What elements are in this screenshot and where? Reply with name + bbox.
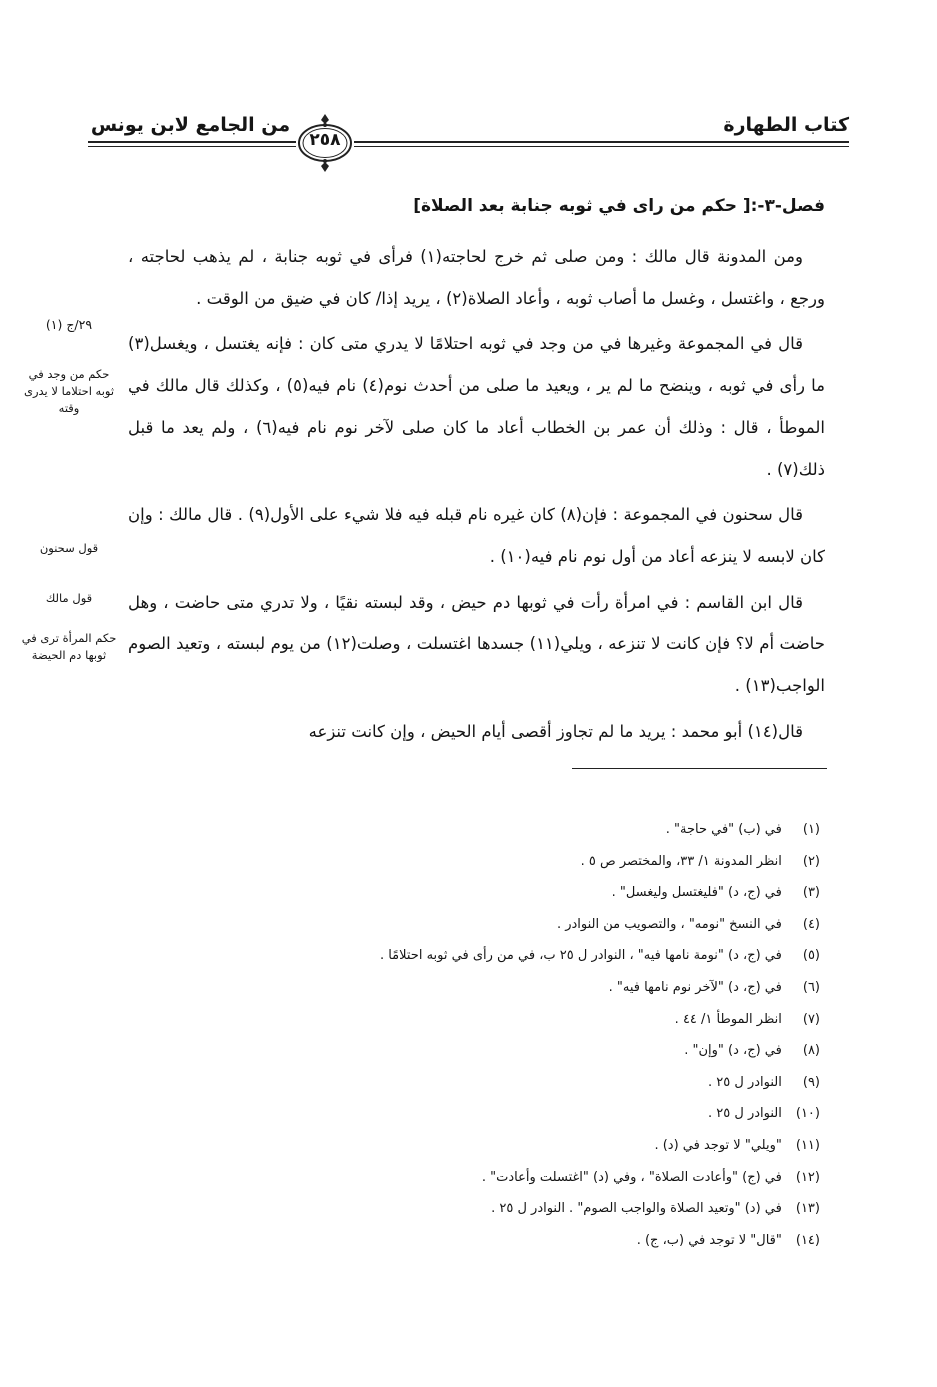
footnote-item bbox=[220, 909, 820, 941]
section-heading: فصل-٣-:[ حكم من راى في ثوبه جنابة بعد الصلاة] bbox=[413, 196, 825, 216]
margin-note-menstrual-blood: حكم المرأة ترى في ثوبها دم الحيضة bbox=[21, 631, 117, 662]
header-rule-right-top bbox=[354, 141, 849, 143]
footnote-text: النوادر ل ٢٥ . bbox=[708, 1074, 782, 1090]
footnote-number: (٣) bbox=[802, 885, 820, 901]
footnote-number: (١) bbox=[802, 822, 820, 837]
footnote-text: انظر الموطأ ١/ ٤٤ . bbox=[674, 1011, 782, 1027]
footnote-item bbox=[220, 1193, 820, 1225]
footnote-item bbox=[220, 846, 820, 878]
footnote-item bbox=[220, 1035, 820, 1067]
footnote-text: النوادر ل ٢٥ . bbox=[708, 1106, 782, 1122]
footnote-text: "ويلي" لا توجد في (د) . bbox=[654, 1137, 782, 1153]
margin-note-sahnun: قول سحنون bbox=[39, 541, 99, 555]
footnote-item bbox=[220, 940, 820, 972]
footnote-item bbox=[220, 1225, 820, 1257]
header-rule-left-bottom bbox=[88, 146, 296, 147]
footnote-number: (١٤) bbox=[795, 1232, 820, 1248]
footnote-number: (٤) bbox=[802, 916, 820, 932]
running-header-chapter-title: كتاب الطهارة bbox=[723, 114, 849, 136]
footnote-number: (١٢) bbox=[795, 1169, 820, 1185]
footnote-number: (٦) bbox=[802, 979, 820, 995]
footnote-text: في (ج، د) "نومة نامها فيه" ، النوادر ل ٢٥ ب، في من رأى في ثوبه احتلامًا . bbox=[379, 948, 782, 964]
footnote-text: في النسخ "نومه" ، والتصويب من النوادر . bbox=[556, 916, 782, 932]
footnotes-list bbox=[220, 814, 820, 1256]
paragraph: قال(١٤) أبو محمد : يريد ما لم تجاوز أقصى أيام الحيض ، وإن كانت تنزعه bbox=[308, 721, 803, 741]
footnote-number: (٧) bbox=[802, 1011, 820, 1027]
footnote-text: في (ب) "في حاجة" . bbox=[665, 822, 782, 837]
header-rule-right-bottom bbox=[354, 146, 849, 147]
footnote-text: في (ج) "وأعادت الصلاة" ، وفي (د) "اغتسلت وأعادت" . bbox=[481, 1169, 782, 1185]
footnote-text: في (ج، د) "وإن" . bbox=[684, 1043, 782, 1059]
paragraph: قال في المجموعة وغيرها في من وجد في ثوبه احتلامًا لا يدري متى كان : فإنه يغتسل ، ويغسل(٣) ما رأى في ثوبه ، وينضح ما لم ير ، ويعيد ما صلى من أحدث نوم(٤) نام فيه(٥) ، وكذلك قال مالك في الموطأ ، قال : وذلك أن عمر بن الخطاب أعاد ما كان صلى لآخر نوم نام فيه(٦) ، ولم يعد ما قبل ذلك(٧) . bbox=[128, 334, 826, 479]
footnote-item bbox=[220, 1098, 820, 1130]
margin-note-nocturnal-emission: حكم من وجد في ثوبه احتلاما لا يدرى وقته bbox=[23, 367, 115, 415]
manuscript-folio-marker: ٢٩/ج (١) bbox=[45, 317, 93, 332]
footnote-number: (١٠) bbox=[795, 1106, 820, 1122]
page-number: ٢٥٨ bbox=[309, 130, 341, 150]
footnote-item bbox=[220, 1130, 820, 1162]
footnote-text: في (ج، د) "فليغتسل وليغسل" . bbox=[611, 885, 782, 901]
footnote-text: انظر المدونة ١/ ٣٣، والمختصر ص ٥ . bbox=[580, 853, 782, 869]
main-text bbox=[128, 236, 825, 752]
footnote-item bbox=[220, 877, 820, 909]
footnote-number: (٨) bbox=[802, 1043, 820, 1059]
footnote-item bbox=[220, 1067, 820, 1099]
footnote-number: (٩) bbox=[802, 1074, 820, 1090]
footnote-text: في (د) "وتعيد الصلاة والواجب الصوم" . النوادر ل ٢٥ . bbox=[491, 1201, 782, 1217]
footnote-item bbox=[220, 1004, 820, 1036]
footnote-item bbox=[220, 1162, 820, 1194]
footnote-item bbox=[220, 972, 820, 1004]
footnote-item bbox=[220, 814, 820, 846]
footnote-text: "قال" لا توجد في (ب، ج) . bbox=[636, 1232, 782, 1248]
paragraph: قال سحنون في المجموعة : فإن(٨) كان غيره نام قبله فيه فلا شيء على الأول(٩) . قال مالك : وإن كان لابسه لا ينزعه أعاد من أول نوم نام فيه(١٠) . bbox=[128, 505, 825, 566]
footnote-number: (٥) bbox=[802, 948, 820, 964]
footnote-number: (١٣) bbox=[795, 1201, 820, 1217]
paragraph: قال ابن القاسم : في امرأة رأت في ثوبها دم حيض ، وقد لبسته نقيًا ، ولا تدري متى حاضت ، وهل حاضت أم لا؟ فإن كانت لا تنزعه ، ويلي(١١) جسدها اغتسلت ، وصلت(١٢) من يوم لبسته ، وتعيد الصوم الواجب(١٣) . bbox=[128, 592, 825, 696]
footnote-number: (١١) bbox=[795, 1137, 820, 1153]
footnote-number: (٢) bbox=[802, 853, 820, 869]
paragraph: ومن المدونة قال مالك : ومن صلى ثم خرج لحاجته(١) فرأى في ثوبه جنابة ، لم يذهب لحاجته ، ورجع ، واغتسل ، وغسل ما أصاب ثوبه ، وأعاد الصلاة(٢) ، يريد إذا/ كان في ضيق من الوقت . bbox=[128, 247, 825, 308]
header-rule-left-top bbox=[88, 141, 296, 143]
running-header-book-title: من الجامع لابن يونس bbox=[90, 114, 291, 136]
margin-note-malik: قول مالك bbox=[45, 591, 93, 605]
footnote-separator bbox=[572, 768, 827, 769]
footnote-text: في (ج، د) "لآخر نوم نامها فيه" . bbox=[608, 979, 782, 995]
